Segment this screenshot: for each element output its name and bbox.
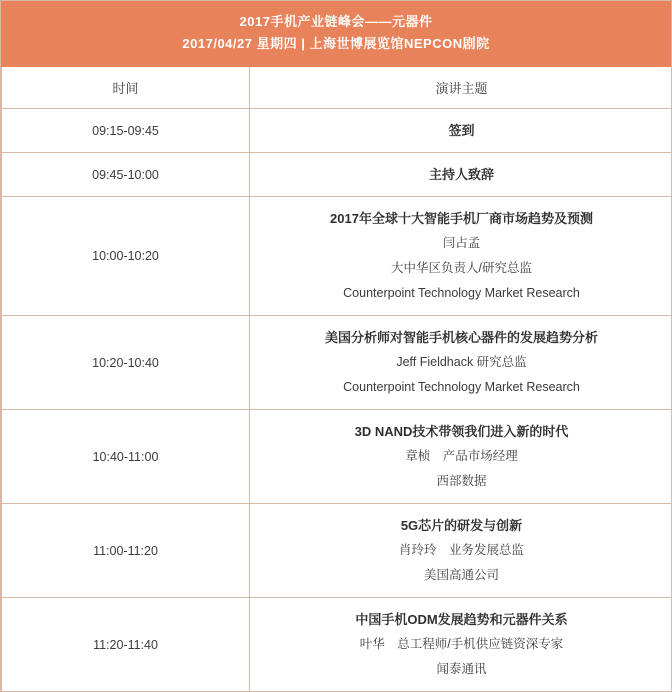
session-detail: 肖玲玲 业务发展总监	[260, 538, 663, 563]
table-row	[2, 598, 672, 692]
table-row	[2, 410, 672, 504]
summit-title: 2017手机产业链峰会——元器件	[1, 11, 671, 33]
session-time: 10:00-10:20	[2, 197, 250, 316]
session-title: 3D NAND技术带领我们进入新的时代	[260, 419, 663, 444]
session-title: 2017年全球十大智能手机厂商市场趋势及预测	[260, 206, 663, 231]
session-title: 中国手机ODM发展趋势和元器件关系	[260, 607, 663, 632]
session-time: 10:40-11:00	[2, 410, 250, 504]
session-topic	[250, 316, 672, 410]
session-topic	[250, 598, 672, 692]
session-detail: 西部数据	[260, 469, 663, 494]
session-title: 美国分析师对智能手机核心器件的发展趋势分析	[260, 325, 663, 350]
session-detail: 章桢 产品市场经理	[260, 444, 663, 469]
session-detail: 闻泰通讯	[260, 657, 663, 682]
table-row	[2, 504, 672, 598]
session-topic	[250, 410, 672, 504]
table-row	[2, 109, 672, 153]
table-row	[2, 316, 672, 410]
summit-datetime-venue: 2017/04/27 星期四 | 上海世博展览馆NEPCON剧院	[1, 33, 671, 55]
session-detail: Jeff Fieldhack 研究总监	[260, 350, 663, 375]
column-header-topic: 演讲主题	[250, 67, 672, 109]
session-topic	[250, 197, 672, 316]
session-title: 主持人致辞	[260, 162, 663, 187]
session-detail: 叶华 总工程师/手机供应链资深专家	[260, 632, 663, 657]
session-title: 签到	[260, 118, 663, 143]
session-time: 10:20-10:40	[2, 316, 250, 410]
agenda-table	[1, 67, 672, 692]
session-detail: 闫占孟	[260, 231, 663, 256]
session-time: 11:00-11:20	[2, 504, 250, 598]
session-topic	[250, 109, 672, 153]
agenda-table-body	[2, 109, 672, 692]
table-row	[2, 153, 672, 197]
session-title: 5G芯片的研发与创新	[260, 513, 663, 538]
session-time: 11:20-11:40	[2, 598, 250, 692]
session-detail: Counterpoint Technology Market Research	[260, 281, 663, 306]
column-header-time: 时间	[2, 67, 250, 109]
session-time: 09:45-10:00	[2, 153, 250, 197]
session-topic	[250, 504, 672, 598]
summit-header	[1, 1, 671, 67]
session-detail: 美国高通公司	[260, 563, 663, 588]
table-row	[2, 197, 672, 316]
session-topic	[250, 153, 672, 197]
session-detail: 大中华区负责人/研究总监	[260, 256, 663, 281]
table-header-row	[2, 67, 672, 109]
session-detail: Counterpoint Technology Market Research	[260, 375, 663, 400]
session-time: 09:15-09:45	[2, 109, 250, 153]
